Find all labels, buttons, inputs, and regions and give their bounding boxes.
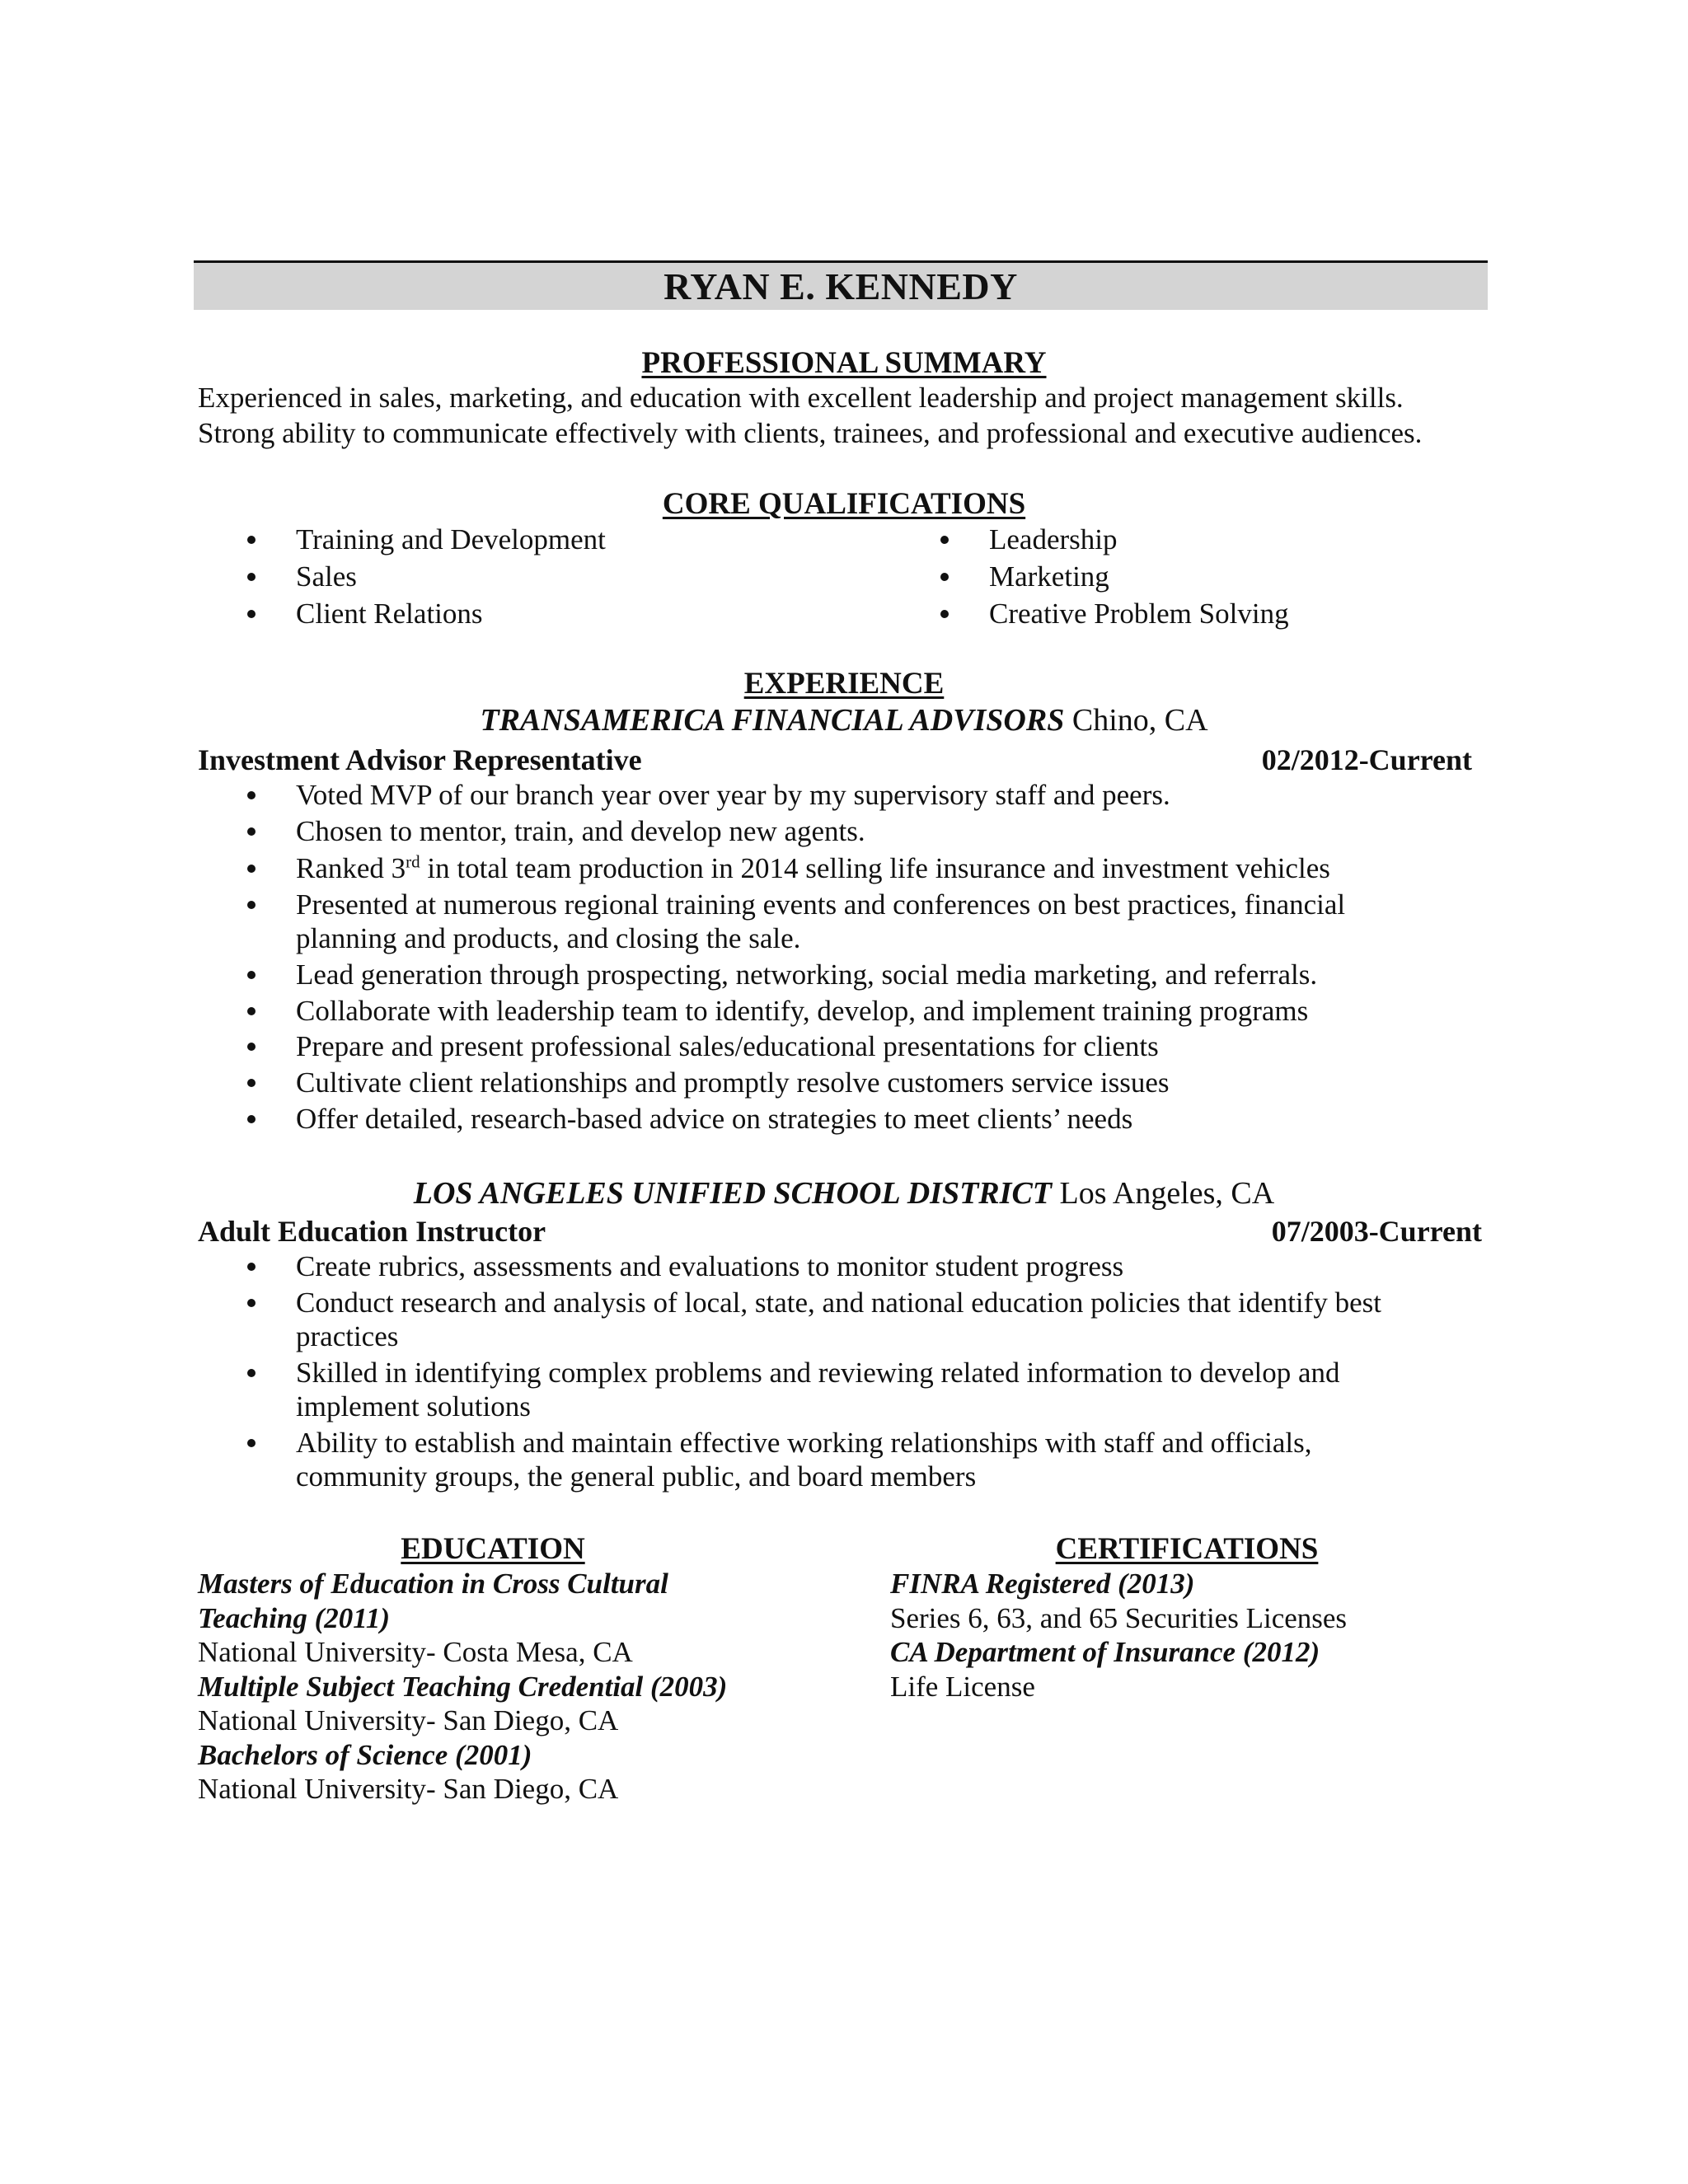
bullet-icon	[940, 610, 949, 618]
school-location: National University- San Diego, CA	[198, 1773, 619, 1805]
bullet-icon	[940, 536, 949, 544]
duty-text: Conduct research and analysis of local, state, and national education policies that identify best	[296, 1286, 1381, 1319]
summary-line-2: Strong ability to communicate effectively with clients, trainees, and professional and executive audiences.	[198, 417, 1423, 449]
bullet-icon	[247, 1043, 256, 1051]
bullet-icon	[247, 1263, 256, 1271]
duty-text: Ability to establish and maintain effective working relationships with staff and officials,	[296, 1427, 1312, 1459]
degree-title: Teaching (2011)	[198, 1602, 391, 1634]
duty-continuation: practices	[296, 1320, 399, 1352]
duty-text-part: in total team production in 2014 selling life insurance and investment vehicles	[420, 852, 1330, 884]
bullet-icon	[247, 536, 256, 544]
duty-text: Lead generation through prospecting, networking, social media marketing, and referrals.	[296, 958, 1318, 991]
employer-location: Los Angeles, CA	[1052, 1176, 1275, 1211]
bullet-icon	[247, 971, 256, 979]
education-heading: EDUCATION	[401, 1532, 585, 1566]
bullet-icon	[247, 791, 256, 799]
degree-title: Bachelors of Science (2001)	[198, 1739, 532, 1771]
job-title-1: Investment Advisor Representative	[198, 743, 642, 776]
qualification-label: Sales	[296, 560, 357, 593]
bullet-icon	[247, 1007, 256, 1015]
duty-text: Collaborate with leadership team to identify, develop, and implement training programs	[296, 995, 1309, 1027]
bullet-icon	[247, 1369, 256, 1377]
qualifications-heading: CORE QUALIFICATIONS	[662, 487, 1026, 521]
duty-text: Offer detailed, research-based advice on strategies to meet clients’ needs	[296, 1103, 1133, 1135]
duty-text: Voted MVP of our branch year over year by my supervisory staff and peers.	[296, 779, 1170, 811]
job-dates-2: 07/2003-Current	[1271, 1215, 1482, 1248]
job-title-2: Adult Education Instructor	[198, 1215, 546, 1248]
bullet-icon	[247, 827, 256, 836]
duty-text: Skilled in identifying complex problems and reviewing related information to develop and	[296, 1357, 1340, 1389]
duty-continuation: planning and products, and closing the sale.	[296, 922, 801, 954]
duty-text	[296, 852, 1330, 885]
duty-text: Presented at numerous regional training events and conferences on best practices, financial	[296, 888, 1346, 921]
qualification-label: Training and Development	[296, 523, 606, 555]
certification-detail: Life License	[890, 1671, 1035, 1703]
experience-heading: EXPERIENCE	[743, 667, 945, 701]
employer-name: LOS ANGELES UNIFIED SCHOOL DISTRICT	[413, 1176, 1052, 1211]
summary-heading: PROFESSIONAL SUMMARY	[641, 346, 1047, 380]
employer-location: Chino, CA	[1064, 703, 1208, 738]
bullet-icon	[247, 1115, 256, 1123]
bullet-icon	[247, 1079, 256, 1087]
duty-text-part: Ranked 3	[296, 852, 406, 884]
duty-text: Create rubrics, assessments and evaluations to monitor student progress	[296, 1250, 1124, 1282]
school-location: National University- Costa Mesa, CA	[198, 1636, 633, 1668]
certification-title: FINRA Registered (2013)	[890, 1568, 1195, 1600]
school-location: National University- San Diego, CA	[198, 1704, 619, 1736]
bullet-icon	[247, 573, 256, 581]
degree-title: Multiple Subject Teaching Credential (2003)	[198, 1671, 728, 1703]
degree-title: Masters of Education in Cross Cultural	[198, 1568, 668, 1600]
bullet-icon	[940, 573, 949, 581]
certification-title: CA Department of Insurance (2012)	[890, 1636, 1320, 1668]
bullet-icon	[247, 610, 256, 618]
employer-1	[0, 703, 1688, 738]
summary-line-1: Experienced in sales, marketing, and education with excellent leadership and project management skills.	[198, 382, 1404, 414]
duty-text: Chosen to mentor, train, and develop new agents.	[296, 815, 865, 847]
qualification-label: Marketing	[989, 560, 1109, 593]
ordinal-suffix: rd	[406, 851, 420, 872]
duty-continuation: implement solutions	[296, 1390, 531, 1422]
candidate-name: RYAN E. KENNEDY	[194, 263, 1488, 310]
qualification-label: Leadership	[989, 523, 1118, 555]
employer-2	[0, 1176, 1688, 1211]
certifications-heading: CERTIFICATIONS	[1055, 1532, 1319, 1566]
qualification-label: Creative Problem Solving	[989, 598, 1289, 630]
duty-text: Prepare and present professional sales/educational presentations for clients	[296, 1030, 1159, 1062]
certification-detail: Series 6, 63, and 65 Securities Licenses	[890, 1602, 1348, 1634]
bullet-icon	[247, 865, 256, 873]
job-dates-1: 02/2012-Current	[1261, 743, 1472, 776]
duty-continuation: community groups, the general public, and board members	[296, 1460, 977, 1493]
qualification-label: Client Relations	[296, 598, 483, 630]
bullet-icon	[247, 1439, 256, 1447]
bullet-icon	[247, 901, 256, 909]
bullet-icon	[247, 1299, 256, 1307]
employer-name: TRANSAMERICA FINANCIAL ADVISORS	[480, 703, 1065, 738]
duty-text: Cultivate client relationships and promptly resolve customers service issues	[296, 1066, 1170, 1099]
